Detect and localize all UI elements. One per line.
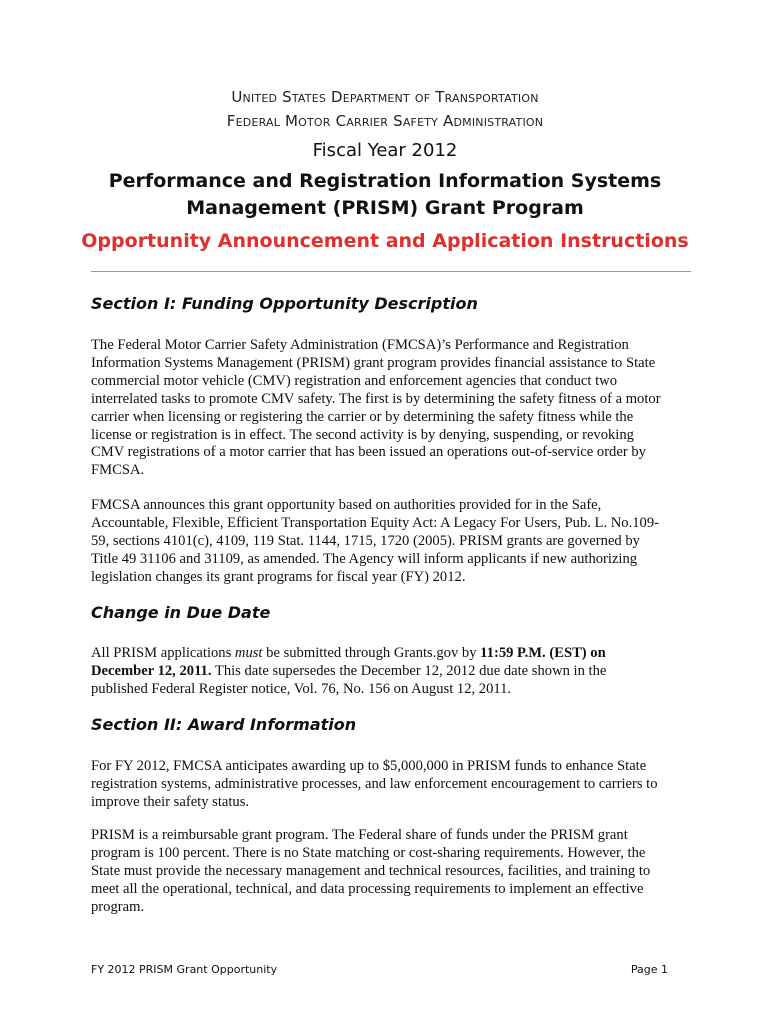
text-line: commercial motor vehicle (CMV) registration and enforcement agencies that conduct two	[91, 372, 617, 389]
text-line: program is 100 percent. There is no State matching or cost-sharing requirements. However, the	[91, 844, 646, 861]
text-line: Accountable, Flexible, Efficient Transportation Equity Act: A Legacy For Users, Pub. L. No.109-	[91, 514, 659, 531]
text-line: interrelated tasks to promote CMV safety. The first is by determining the safety fitness of a motor	[91, 390, 661, 407]
text-line: improve their safety status.	[91, 793, 250, 810]
section1-paragraph-1	[91, 337, 701, 480]
text-run: All PRISM applications	[91, 645, 235, 661]
page-number: Page 1	[630, 963, 668, 976]
due-date-heading: Change in Due Date	[91, 603, 271, 622]
text-line: FMCSA.	[91, 462, 145, 479]
text-line: State must provide the necessary management and technical resources, facilities, and training to	[91, 862, 651, 879]
due-time: 11:59 P.M. (EST) on	[480, 645, 606, 661]
horizontal-rule	[91, 271, 691, 272]
section2-heading: Section II: Award Information	[91, 715, 357, 734]
text-line: published Federal Register notice, Vol. 76, No. 156 on August 12, 2011.	[91, 680, 512, 697]
text-line: license or registration is in effect. The second activity is by denying, suspending, or revoking	[91, 426, 634, 443]
administration-name: Federal Motor Carrier Safety Administration	[226, 112, 544, 130]
text-line: carrier when licensing or registering the carrier or by determining the safety fitness while the	[91, 408, 634, 425]
text-line	[91, 663, 701, 681]
text-line: PRISM is a reimbursable grant program. The Federal share of funds under the PRISM grant	[91, 827, 628, 843]
due-date-paragraph	[91, 645, 701, 699]
section1-paragraph-2	[91, 497, 701, 587]
text-line: The Federal Motor Carrier Safety Administration (FMCSA)’s Performance and Registration	[91, 337, 629, 353]
due-date: December 12, 2011.	[91, 662, 212, 679]
subtitle: Opportunity Announcement and Application Instructions	[81, 230, 689, 252]
text-line: FMCSA announces this grant opportunity based on authorities provided for in the Safe,	[91, 497, 602, 513]
fiscal-year: Fiscal Year 2012	[312, 140, 458, 161]
footer-left: FY 2012 PRISM Grant Opportunity	[91, 963, 278, 976]
text-line: For FY 2012, FMCSA anticipates awarding up to $5,000,000 in PRISM funds to enhance State	[91, 758, 647, 774]
title-line-2: Management (PRISM) Grant Program	[186, 197, 584, 219]
emphasis-must: must	[234, 645, 263, 661]
text-line: program.	[91, 898, 145, 915]
text-line: Title 49 31106 and 31109, as amended. The Agency will inform applicants if new authorizing	[91, 550, 638, 567]
text-line: registration systems, administrative processes, and law enforcement encouragement to carriers to	[91, 775, 658, 792]
title-line-1: Performance and Registration Information Systems	[108, 170, 662, 192]
text-line: 59, sections 4101(c), 4109, 119 Stat. 1144, 1715, 1720 (2005). PRISM grants are governed by	[91, 532, 640, 549]
department-name: United States Department of Transportation	[231, 88, 539, 106]
text-line: CMV registrations of a motor carrier that has been issued an operations out-of-service order by	[91, 444, 646, 461]
section2-paragraph-2	[91, 827, 701, 917]
section2-paragraph-1	[91, 758, 701, 812]
text-run: be submitted through Grants.gov by	[262, 645, 481, 661]
section1-heading: Section I: Funding Opportunity Description	[91, 294, 478, 313]
text-line: meet all the operational, technical, and data processing requirements to implement an effective	[91, 880, 644, 897]
text-line: Information Systems Management (PRISM) grant program provides financial assistance to State	[91, 354, 656, 371]
text-line	[91, 645, 701, 663]
text-line: legislation changes its grant programs for fiscal year (FY) 2012.	[91, 568, 466, 585]
text-run: This date supersedes the December 12, 2012 due date shown in the	[211, 662, 607, 679]
